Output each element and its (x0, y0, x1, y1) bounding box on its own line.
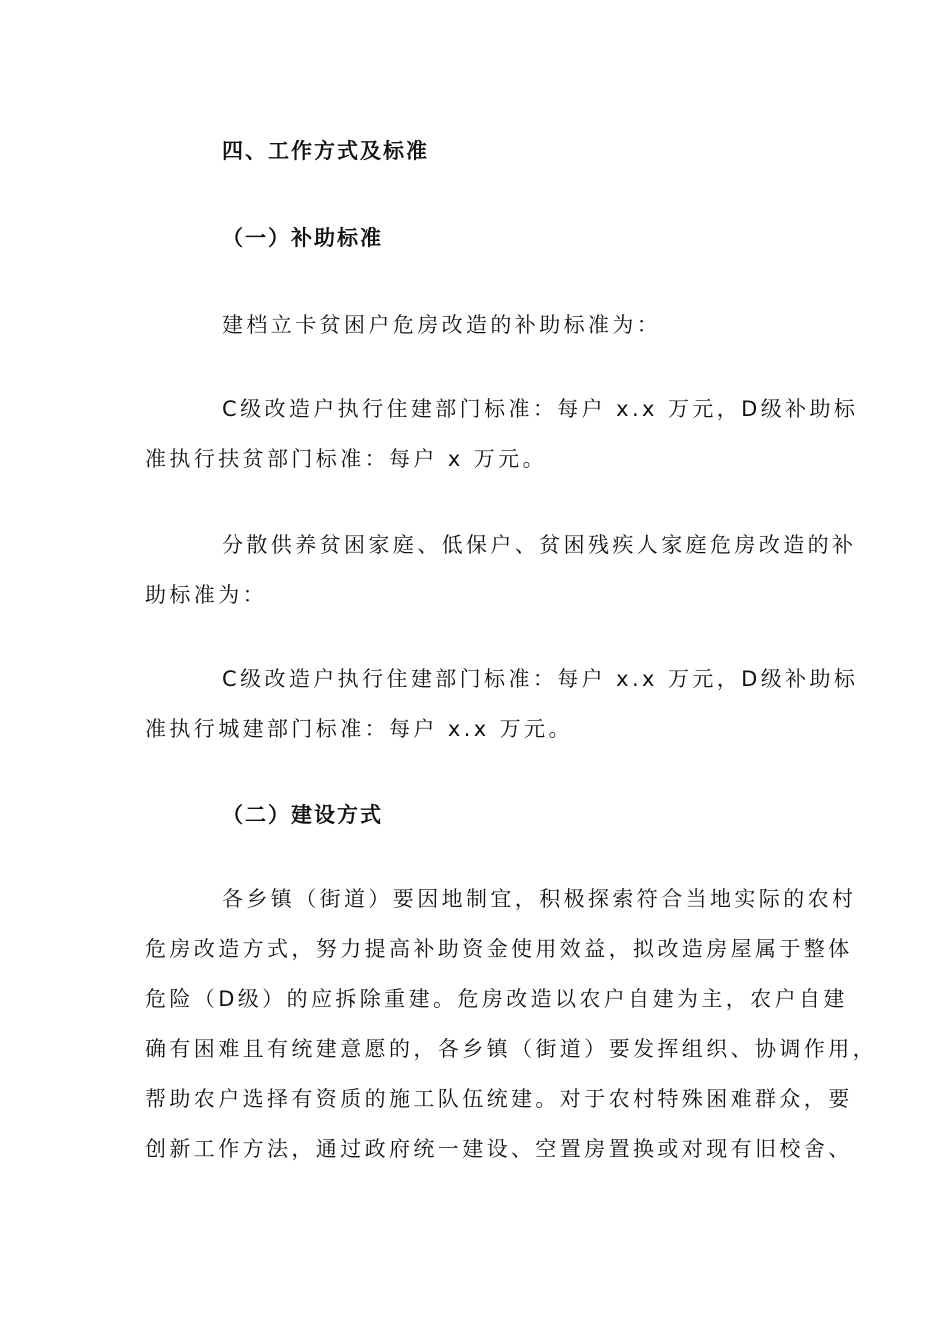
paragraph-line: 帮助农户选择有资质的施工队伍统建。对于农村特殊困难群众，要 (145, 1087, 853, 1111)
section-heading: 四、工作方式及标准 (222, 139, 429, 163)
paragraph-line: 危险（D级）的应拆除重建。危房改造以农户自建为主，农户自建 (145, 987, 848, 1011)
paragraph-line: 准执行城建部门标准：每户 x.x 万元。 (145, 717, 573, 741)
paragraph-line: 准执行扶贫部门标准：每户 x 万元。 (145, 447, 547, 471)
paragraph-line: 分散供养贫困家庭、低保户、贫困残疾人家庭危房改造的补 (222, 533, 857, 557)
paragraph-line: 确有困难且有统建意愿的，各乡镇（街道）要发挥组织、协调作用， (145, 1037, 877, 1061)
subsection-heading-construction-method: （二）建设方式 (222, 803, 383, 827)
paragraph-line: 危房改造方式，努力提高补助资金使用效益，拟改造房屋属于整体 (145, 937, 853, 961)
paragraph-line: 助标准为： (145, 583, 267, 607)
paragraph-line: 创新工作方法，通过政府统一建设、空置房置换或对现有旧校舍、 (145, 1137, 853, 1161)
paragraph-line: C级改造户执行住建部门标准：每户 x.x 万元，D级补助标 (222, 397, 859, 421)
paragraph-line: 各乡镇（街道）要因地制宜，积极探索符合当地实际的农村 (222, 887, 857, 911)
paragraph-line: 建档立卡贫困户危房改造的补助标准为： (222, 313, 662, 337)
paragraph-line: C级改造户执行住建部门标准：每户 x.x 万元，D级补助标 (222, 667, 859, 691)
subsection-heading-subsidy-standard: （一）补助标准 (222, 226, 383, 250)
